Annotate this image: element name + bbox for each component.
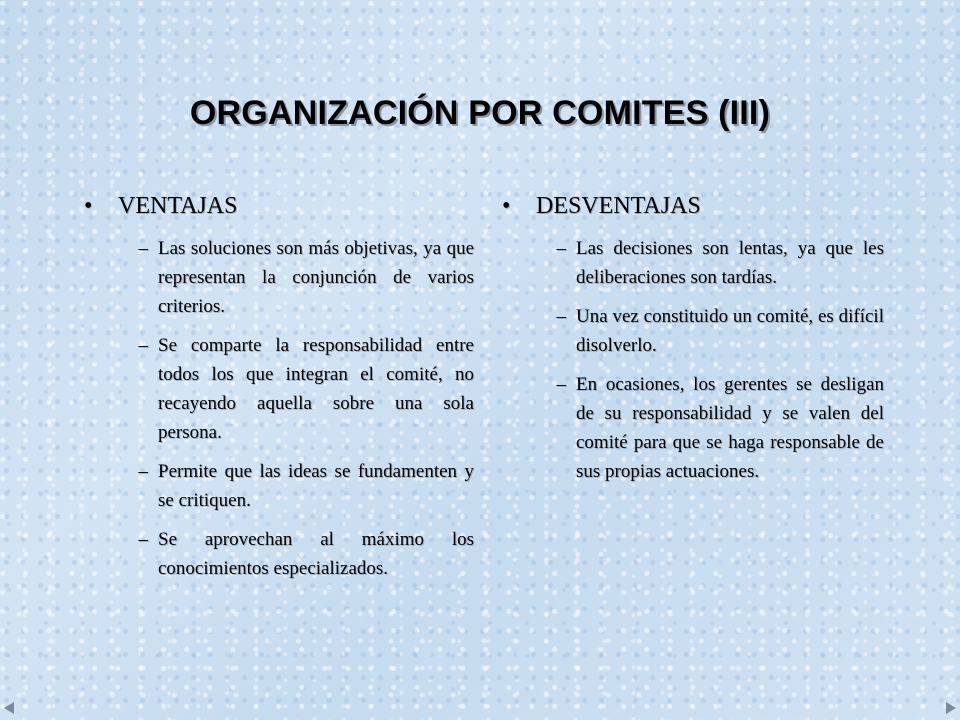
list-item — [494, 302, 884, 360]
triangle-right-icon[interactable] — [946, 702, 956, 714]
desventajas-heading — [494, 188, 884, 224]
ventajas-heading — [76, 188, 474, 224]
dash-icon: – — [556, 374, 566, 395]
slide-title: ORGANIZACIÓN POR COMITES (III) — [189, 94, 771, 132]
desventajas-list — [494, 234, 884, 486]
bullet-icon: • — [84, 193, 93, 219]
desventajas-column — [494, 188, 884, 496]
list-item-text: Las soluciones son más objetivas, ya que representan la conjunción de varios criterios. — [158, 238, 474, 317]
list-item — [494, 370, 884, 486]
ventajas-column — [76, 188, 474, 593]
list-item — [76, 331, 474, 447]
list-item-text: Se aprovechan al máximo los conocimientos especializados. — [158, 529, 474, 579]
list-item — [494, 234, 884, 292]
list-item-text: Permite que las ideas se fundamenten y se critiquen. — [158, 461, 474, 511]
dash-icon: – — [556, 306, 566, 327]
bullet-icon: • — [502, 193, 511, 219]
triangle-left-icon[interactable] — [4, 702, 14, 714]
list-item — [76, 525, 474, 583]
dash-icon: – — [138, 529, 148, 550]
list-item-text: Las decisiones son lentas, ya que les deliberaciones son tardías. — [576, 238, 884, 288]
desventajas-heading-label: DESVENTAJAS — [536, 193, 701, 219]
ventajas-heading-label: VENTAJAS — [118, 193, 238, 219]
dash-icon: – — [138, 461, 148, 482]
list-item — [76, 457, 474, 515]
list-item-text: Una vez constituido un comité, es difícil disolverlo. — [576, 306, 884, 356]
dash-icon: – — [138, 335, 148, 356]
ventajas-list — [76, 234, 474, 583]
dash-icon: – — [556, 238, 566, 259]
list-item-text: Se comparte la responsabilidad entre todos los que integran el comité, no recayendo aquella sobre una sola persona. — [158, 335, 474, 443]
list-item-text: En ocasiones, los gerentes se desligan de su responsabilidad y se valen del comité para que se haga responsable de sus propias actuaciones. — [576, 374, 884, 482]
list-item — [76, 234, 474, 321]
dash-icon: – — [138, 238, 148, 259]
